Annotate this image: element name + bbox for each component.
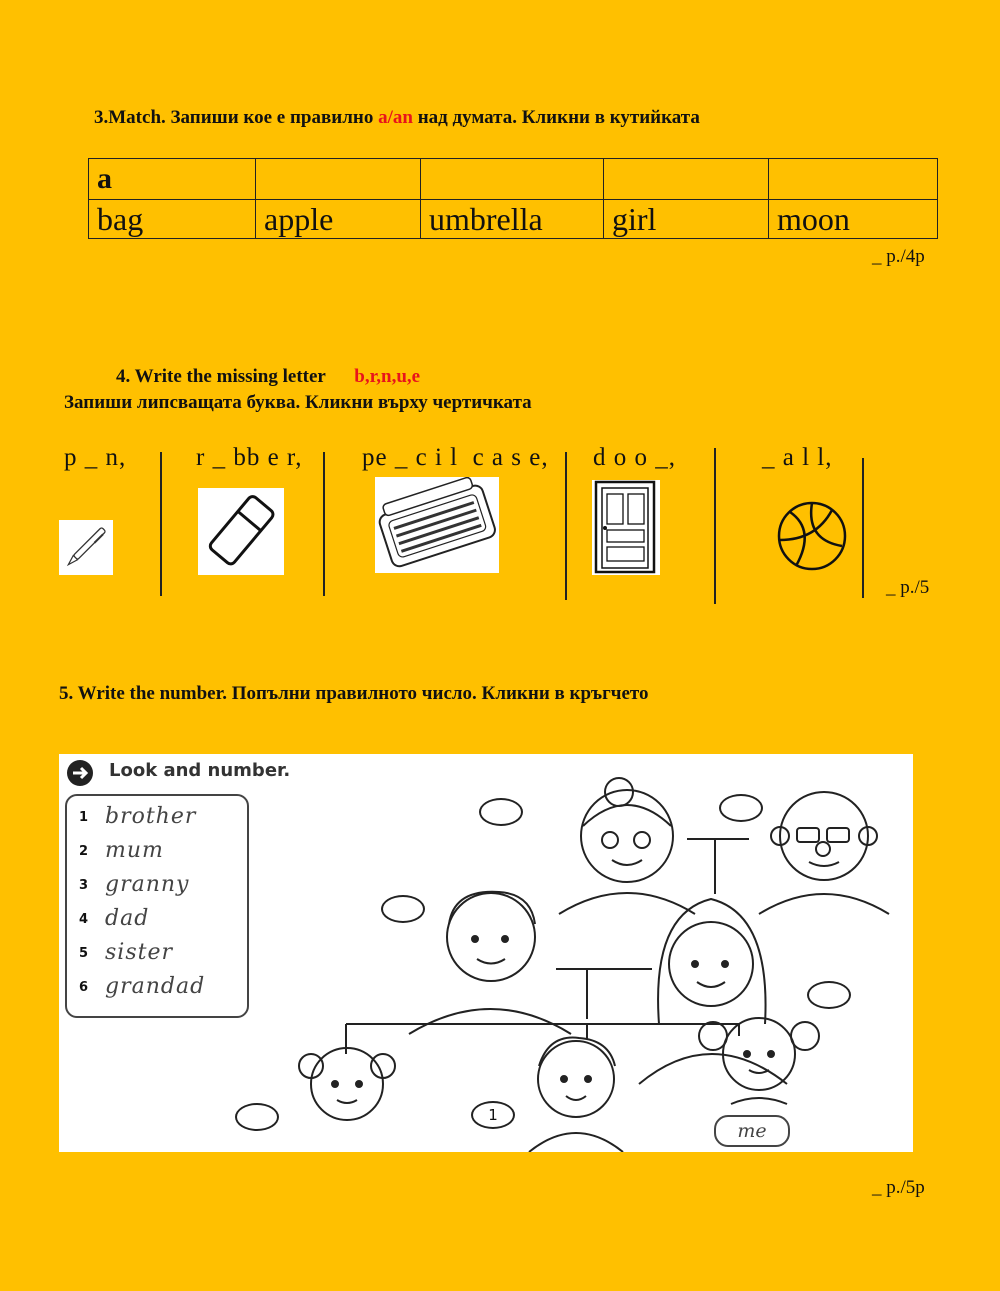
list-word: brother bbox=[105, 804, 197, 829]
word-row bbox=[89, 200, 938, 239]
match-table bbox=[88, 158, 938, 239]
pencil-case-picture bbox=[375, 477, 499, 573]
number-oval[interactable] bbox=[479, 798, 523, 826]
task4-score: _ p./5 bbox=[886, 577, 930, 598]
task3-heading-highlight: a/an bbox=[378, 107, 413, 128]
list-word: mum bbox=[105, 838, 164, 863]
task4-heading-letters: b,r,n,u,e bbox=[354, 366, 421, 387]
me-label: me bbox=[714, 1115, 790, 1147]
door-picture bbox=[592, 480, 660, 575]
divider bbox=[565, 452, 567, 600]
list-number: 3 bbox=[79, 877, 89, 893]
list-word: sister bbox=[105, 940, 173, 965]
list-number: 2 bbox=[79, 843, 89, 859]
number-oval[interactable] bbox=[381, 895, 425, 923]
word-cell: bag bbox=[89, 200, 256, 239]
pen-picture bbox=[59, 520, 113, 575]
answer-box-4[interactable] bbox=[604, 159, 769, 200]
word-cell: girl bbox=[604, 200, 769, 239]
family-picture-panel bbox=[59, 754, 913, 1152]
divider bbox=[323, 452, 325, 596]
answer-row bbox=[89, 159, 938, 200]
divider bbox=[160, 452, 162, 596]
task5-score: _ p./5p bbox=[872, 1177, 925, 1198]
example-number-oval: 1 bbox=[471, 1101, 515, 1129]
answer-box-3[interactable] bbox=[421, 159, 604, 200]
answer-box-5[interactable] bbox=[769, 159, 938, 200]
task5-heading: 5. Write the number. Попълни правилното число. Кликни в кръгчето bbox=[59, 683, 649, 704]
list-number: 5 bbox=[79, 945, 89, 961]
task4-heading bbox=[116, 366, 420, 388]
answer-box-2[interactable] bbox=[256, 159, 421, 200]
number-oval[interactable] bbox=[235, 1103, 279, 1131]
panel-title: Look and number. bbox=[109, 760, 291, 781]
ball-picture bbox=[776, 500, 848, 572]
task3-heading-text: 3.Match. Запиши кое е правилно bbox=[94, 107, 379, 128]
number-oval[interactable] bbox=[807, 981, 851, 1009]
missing-letter-word-pencil-case[interactable]: pe _ c i l c a s e, bbox=[362, 444, 549, 471]
task3-heading-text-2: над думата. Кликни в кутийката bbox=[412, 107, 700, 128]
number-oval[interactable] bbox=[719, 794, 763, 822]
answer-box-1[interactable]: a bbox=[89, 159, 256, 200]
task3-heading bbox=[94, 107, 700, 129]
missing-letter-word-ball[interactable]: _ a l l, bbox=[762, 444, 833, 471]
task3-score: _ p./4p bbox=[872, 246, 925, 267]
rubber-picture bbox=[198, 488, 284, 575]
task4-heading-line2: Запиши липсващата буква. Кликни върху чертичката bbox=[64, 392, 532, 413]
list-word: granny bbox=[105, 872, 190, 897]
missing-letter-word-pen[interactable]: p _ n, bbox=[64, 444, 127, 471]
list-number: 4 bbox=[79, 911, 89, 927]
divider bbox=[862, 458, 864, 598]
list-number: 6 bbox=[79, 979, 89, 995]
missing-letter-word-rubber[interactable]: r _ bb e r, bbox=[196, 444, 303, 471]
word-cell: moon bbox=[769, 200, 938, 239]
missing-letter-word-door[interactable]: d o o _, bbox=[593, 444, 676, 471]
task4-heading-text: 4. Write the missing letter bbox=[116, 366, 326, 387]
list-number: 1 bbox=[79, 809, 89, 825]
divider bbox=[714, 448, 716, 604]
list-word: dad bbox=[105, 906, 150, 931]
list-word: grandad bbox=[105, 974, 206, 999]
word-cell: umbrella bbox=[421, 200, 604, 239]
word-cell: apple bbox=[256, 200, 421, 239]
